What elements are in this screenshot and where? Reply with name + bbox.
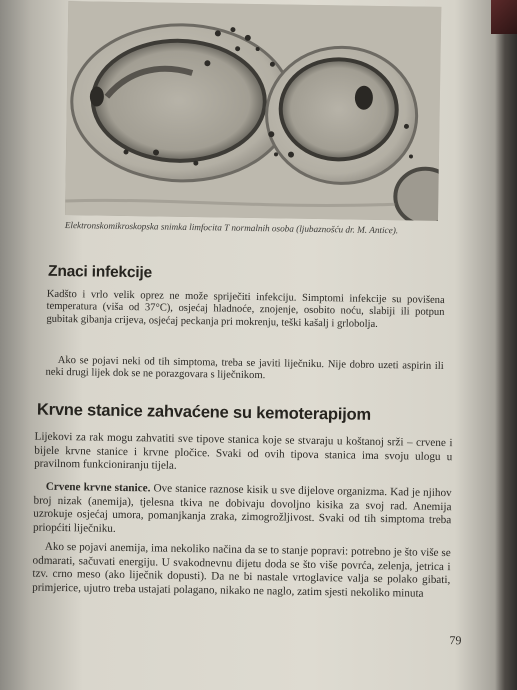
- paragraph: Ako se pojavi neki od tih simptoma, treba se javiti liječniku. Nije dobro uzeti aspirin ili neki drugi lijek dok se ne porazgovara s liječnikom.: [45, 354, 444, 382]
- paragraph-lead: Crvene krvne stanice.: [45, 480, 151, 495]
- page-number: 79: [449, 633, 462, 648]
- paragraph: [33, 481, 452, 542]
- image-caption: Elektronskomikroskopska snimka limfocita T normalnih osoba (ljubaznošću dr. M. Antice).: [64, 220, 399, 236]
- section-heading-infection: Znaci infekcije: [47, 262, 153, 282]
- micrograph-image: [65, 1, 441, 221]
- paragraph: Kadšto i vrlo velik oprez ne može spriječiti infekciju. Simptomi infekcije su povišena temperatura (viša od 37°C), osjećaj hladnoće, znojenje, osobito noću, slabiji ili potpun gubitak gibanja crijeva, osjećaj peckanja pri mokrenju, teški kašalj i grlobolja.: [46, 288, 445, 330]
- paragraph: Ako se pojavi anemija, ima nekoliko načina da se to stanje popravi: potrebno je što više se odmarati, sačuvati energiju. U svakodnevnu dijetu doda se što više povrća, zelenja, jetrica i tzv. crno meso (ako liječnik dopusti). Da ne bi nastale vrtoglavice valja se polako gibati, primjerice, ujutro treba ustajati polagano, nikako ne naglo, zatim sjesti nekoliko minuta: [32, 540, 451, 600]
- paragraph: Lijekovi za rak mogu zahvatiti sve tipove stanica koje se stvaraju u koštanoj srži – crvene i bijele krvne stanice i krvne pločice. Svaki od ovih tipova stanica ima svoju ulogu u pravilnom funkcioniranju tijela.: [34, 430, 453, 473]
- section-heading-blood-cells: Krvne stanice zahvaćene su kemoterapijom: [36, 400, 372, 424]
- paragraph-text: Ove stanice raznose kisik u sve dijelove organizma. Kad je njihov broj nizak (anemija), tjelesna tkiva ne dobivaju dovoljno kisika za svoj rad. Anemija uzrokuje osjećaj umora, pomanjkanja zraka, zimogrožljivost. Svaki od tih simptoma treba priopćiti liječniku.: [33, 482, 452, 535]
